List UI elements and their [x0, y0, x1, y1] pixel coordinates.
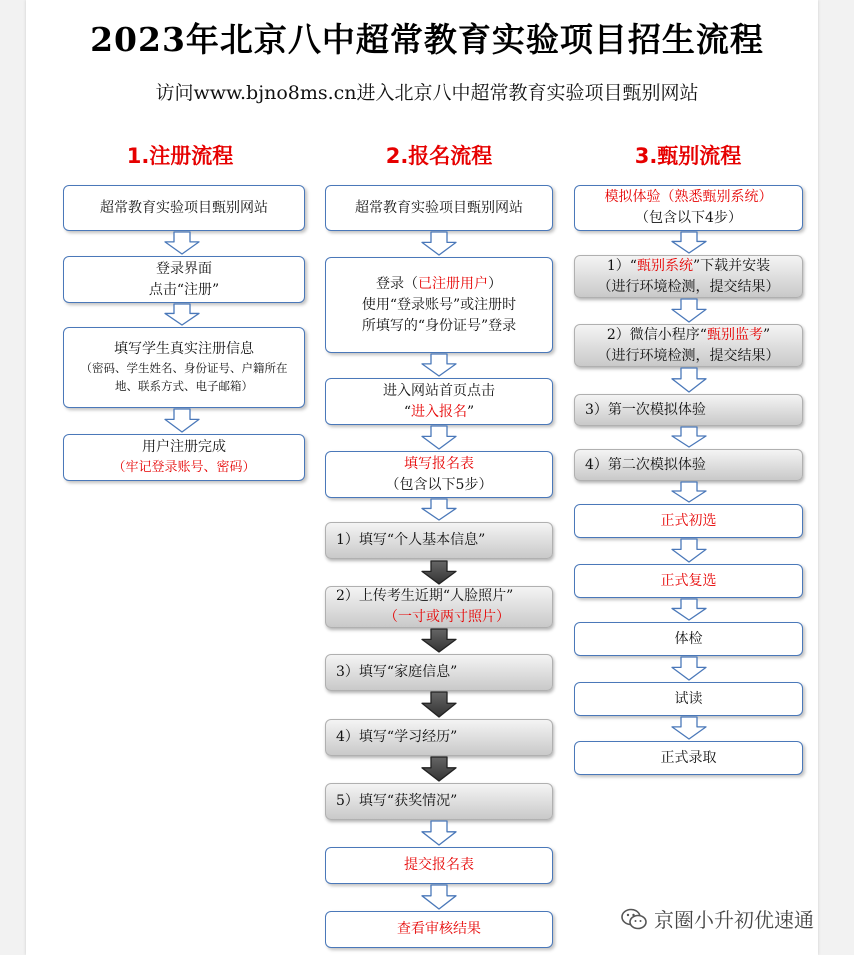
text-part: 登录（ [376, 275, 418, 292]
step-text: 查看审核结果 [397, 921, 481, 937]
arrow-apply-3 [422, 426, 456, 449]
arrow-screen-4 [672, 427, 706, 447]
step-text: 3）第一次模拟体验 [585, 401, 706, 418]
step-text: 超常教育实验项目甄别网站 [355, 199, 523, 216]
step-text: 正式初选 [660, 512, 717, 529]
step-text-line2: （一寸或两寸照片） [384, 609, 510, 625]
step-text: 1）填写“个人基本信息” [336, 532, 486, 548]
column-title-register: 1.注册流程 [126, 144, 234, 168]
step-text-line1: 用户注册完成 [142, 438, 226, 455]
arrow-screen-3 [672, 368, 706, 392]
arrow-register-3 [165, 409, 199, 432]
arrow-screen-9 [672, 717, 706, 739]
step-text: 体检 [674, 630, 703, 647]
step-text-line2: （进行环境检测，提交结果） [597, 347, 780, 364]
step-text: 正式复选 [660, 572, 717, 589]
text-part: ” [762, 326, 771, 343]
text-part: 2）微信小程序“ [606, 326, 707, 343]
text-part: ”下载并安装 [692, 257, 771, 274]
arrow-register-2 [165, 304, 199, 325]
page-title: 2023年北京八中超常教育实验项目招生流程 [90, 20, 764, 59]
step-text-line1: 模拟体验（熟悉甄别系统） [604, 189, 773, 205]
arrow-apply-4 [422, 499, 456, 520]
step-text-line2: （包含以下4步） [635, 210, 742, 226]
page-subtitle: 访问www.bjno8ms.cn进入北京八中超常教育实验项目甄别网站 [155, 82, 699, 104]
highlight-text: 已注册用户 [418, 275, 488, 292]
step-text: 试读 [674, 690, 703, 707]
step-text: 4）填写“学习经历” [336, 729, 458, 745]
arrow-screen-8 [672, 657, 706, 680]
step-text-line2: （包含以下5步） [385, 476, 493, 493]
column-title-apply: 2.报名流程 [385, 144, 493, 168]
arrow-screen-2 [672, 299, 706, 322]
arrow-screen-5 [672, 482, 706, 502]
watermark-text: 京圈小升初优速通 [654, 908, 814, 932]
highlight-text: 进入报名 [411, 403, 467, 420]
arrow-screen-1 [672, 232, 706, 253]
step-text: 5）填写“获奖情况” [336, 793, 458, 809]
arrow-apply-7 [422, 692, 456, 717]
step-text-detail: （密码、学生姓名、身份证号、户籍所在地、联系方式、电子邮箱） [80, 361, 288, 393]
step-text-head: 填写学生真实注册信息 [114, 341, 254, 358]
step-text-line3: 所填写的“身份证号”登录 [361, 317, 517, 334]
arrow-apply-8 [422, 757, 456, 781]
step-text-line1: 进入网站首页点击 [383, 382, 495, 399]
arrow-screen-6 [672, 539, 706, 562]
arrow-apply-6 [422, 629, 456, 652]
arrow-apply-1 [422, 232, 456, 255]
text-part: ） [488, 275, 502, 292]
step-text-line1: 登录界面 [156, 260, 212, 277]
step-text: 正式录取 [660, 749, 717, 766]
step-text: 4）第二次模拟体验 [585, 456, 706, 473]
step-text-line2: 点击“注册” [148, 281, 220, 298]
step-text-line2: （进行环境检测，提交结果） [597, 278, 780, 295]
arrow-apply-2 [422, 354, 456, 376]
column-title-screening: 3.甄别流程 [634, 144, 742, 168]
step-text: 超常教育实验项目甄别网站 [100, 199, 268, 216]
arrow-screen-7 [672, 599, 706, 620]
arrow-register-1 [165, 232, 199, 254]
step-text-line1: 填写报名表 [404, 455, 474, 472]
step-text-line2: （牢记登录账号、密码） [112, 459, 256, 475]
step-text: 3）填写“家庭信息” [336, 664, 458, 680]
step-text-line2: 使用“登录账号”或注册时 [361, 296, 517, 313]
wechat-icon [620, 907, 648, 931]
step-text-line1: 2）上传考生近期“人脸照片” [336, 588, 514, 604]
arrows-layer [165, 232, 706, 909]
text-part: “ [403, 403, 411, 420]
highlight-text: 甄别监考 [706, 326, 763, 343]
highlight-text: 甄别系统 [636, 257, 693, 274]
arrow-apply-5 [422, 561, 456, 584]
text-part: ” [467, 403, 475, 420]
watermark [620, 904, 814, 933]
arrow-apply-9 [422, 821, 456, 845]
text-part: 1）“ [606, 257, 637, 274]
step-text: 提交报名表 [404, 857, 474, 873]
arrow-apply-10 [422, 885, 456, 909]
